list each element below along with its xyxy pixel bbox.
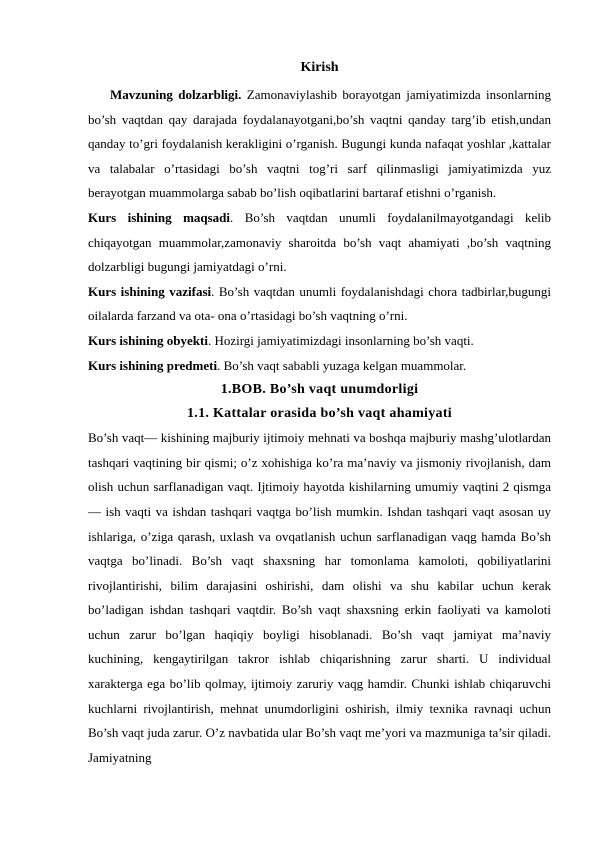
paragraph-subject — [88, 354, 551, 379]
body-text: Bo’sh vaqt— kishining majburiy ijtimoiy mehnati va boshqa majburiy mashg’ulotlardan tashqari vaqtining bir qismi; o’z xohishiga ko’ra ma’naviy va jismoniy rivojlanish, dam olish uchun sarflanadigan vaqt. Ijtimoiy hayotda kishilarning umumiy vaqtini 2 qismga — ish vaqti va ishdan tashqari vaqtga bo’lish mumkin. Ishdan tashqari vaqt asosan uy ishlariga, o’ziga qarash, uxlash va ovqatlanish uchun sarflanadigan vaqg hamda Bo’sh vaqtga bo’linadi. Bo’sh vaqt shaxsning har tomonlama kamoloti, qobiliyatlarini rivojlantirishi, bilim darajasini oshirishi, dam olishi va shu kabilar uchun kerak bo’ladigan ishdan tashqari vaqtdir. Bo’sh vaqt shaxsning erkin faoliyati va kamoloti uchun zarur bo’lgan haqiqiy boyligi hisoblanadi. Bo’sh vaqt jamiyat ma’naviy kuchining, kengaytirilgan takror ishlab chiqarishning zarur sharti. U individual xarakterga ega bo’lib qolmay, ijtimoiy zaruriy vaqg hamdir. Chunki ishlab chiqaruvchi kuchlarni rivojlantirish, mehnat unumdorligini oshirish, ilmiy texnika ravnaqi uchun Bo’sh vaqt juda zarur. O’z navbatida ular Bo’sh vaqt me’yori va mazmuniga ta’sir qiladi. Jamiyatning — [88, 430, 551, 765]
paragraph-label: Kurs ishining vazifasi — [88, 283, 212, 299]
paragraph-label: Kurs ishining predmeti — [88, 357, 218, 373]
paragraph-relevance — [88, 83, 551, 206]
paragraph-text: Zamonaviylashib borayotgan jamiyatimizda insonlarning bo’sh vaqtdan qay darajada foydalanayotgani,bo’sh vaqtni qanday targ’ib etish,undan qanday to’gri foydalanish kerakligini o’rganish. Bugungi kunda nafaqat yoshlar ,kattalar va talabalar o’rtasidagi bo’sh vaqtni tog’ri sarf qilinmasligi jamiyatimizda yuz berayotgan muammolarga sabab bo’lish oqibatlarini bartaraf etishni o’rganish. — [88, 87, 551, 201]
paragraph-text: . Hozirgi jamiyatimizdagi insonlarning bo’sh vaqti. — [207, 332, 474, 348]
paragraph-goal — [88, 206, 551, 280]
paragraph-task — [88, 280, 551, 329]
paragraph-label: Mavzuning dolzarbligi. — [110, 87, 242, 102]
section-title: 1.1. Kattalar orasida bo’sh vaqt ahamiyati — [186, 406, 452, 422]
document-title: Kirish — [300, 60, 339, 75]
paragraph-text: . Bo’sh vaqtdan unumli foydalanilmayotgandagi kelib chiqayotgan muammolar,zamonaviy sharoitda bo’sh vaqt ahamiyati ,bo’sh vaqtning dolzarbligi bugungi jamiyatdagi o’rni. — [88, 209, 551, 275]
chapter-title: 1.BOB. Bo’sh vaqt unumdorligi — [220, 382, 419, 398]
paragraph-text: . Bo’sh vaqtdan unumli foydalanishdagi chora tadbirlar,bugungi oilalarda farzand va ota- ona o’rtasidagi bo’sh vaqtning o’rni. — [88, 283, 551, 324]
paragraph-label: Kurs ishining obyekti — [88, 332, 208, 348]
paragraph-text: . Bo’sh vaqt sababli yuzaga kelgan muammolar. — [217, 357, 467, 373]
document-page — [88, 58, 551, 770]
paragraph-label: Kurs ishining maqsadi — [88, 209, 231, 225]
paragraph-object — [88, 329, 551, 354]
